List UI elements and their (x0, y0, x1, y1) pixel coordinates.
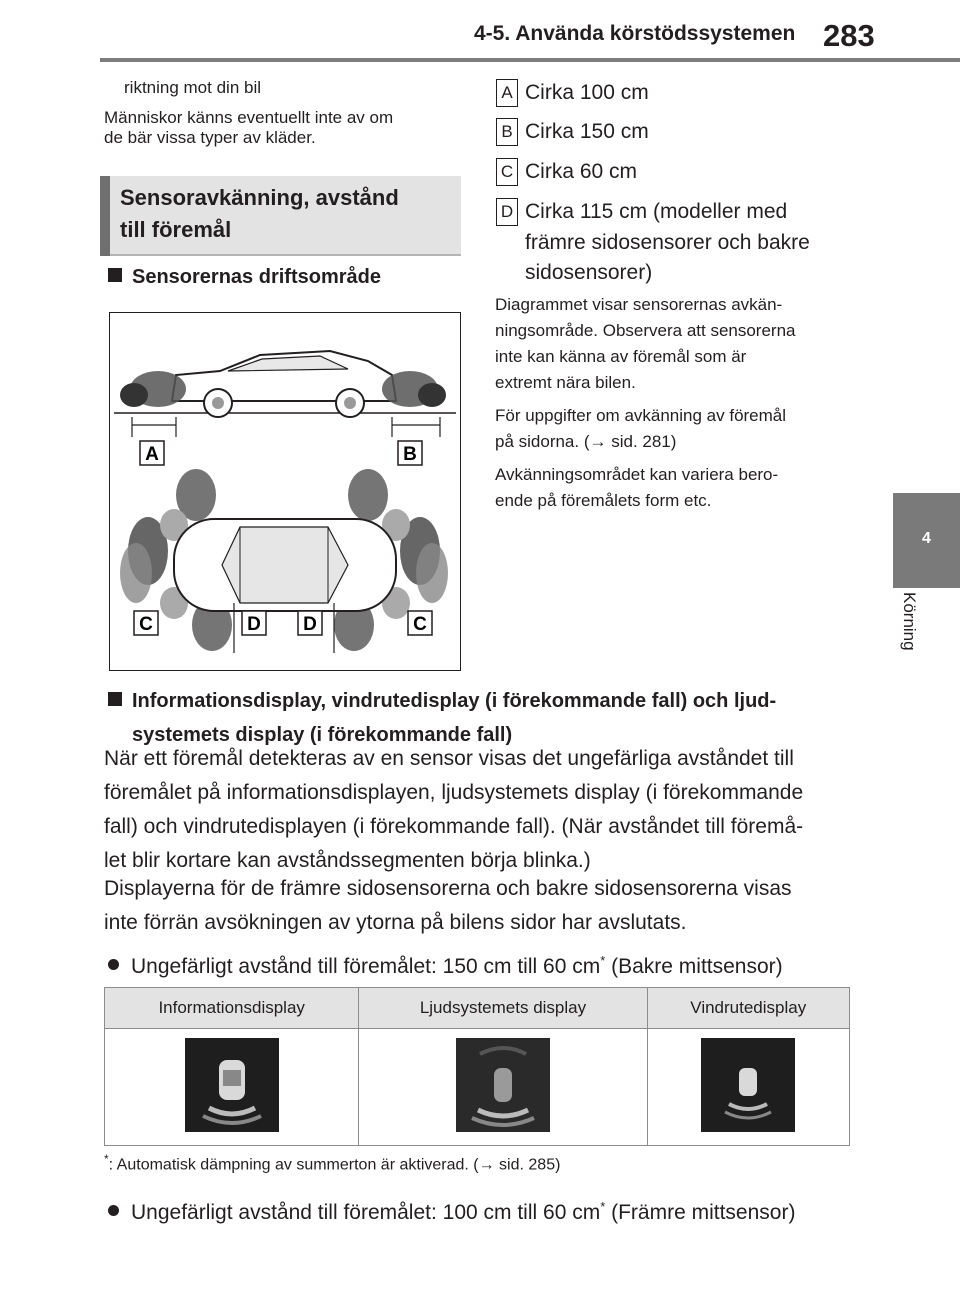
paragraph-2-line-1: Displayerna för de främre sidosensorerna och bakre sidosensorerna visas (104, 877, 792, 900)
chapter-title: 4-5. Använda körstödssystemen (474, 22, 796, 45)
subheading-range (108, 266, 381, 289)
diagram-label-c-right-text: C (413, 614, 427, 635)
audio-display-screen-icon (456, 1038, 550, 1132)
footnote (104, 1152, 560, 1174)
header-rule (100, 58, 960, 62)
intro-line-1: riktning mot din bil (124, 78, 262, 97)
diagram-label-c-left-text: C (139, 614, 153, 635)
legend-text-b: Cirka 150 cm (525, 120, 649, 143)
section-heading (120, 182, 450, 246)
square-bullet-icon (108, 268, 122, 282)
sensor-range-diagram (109, 312, 461, 671)
legend-text-d: Cirka 115 cm (modeller med (525, 200, 788, 223)
table-header-windshield-display: Vindrutedisplay (647, 988, 849, 1029)
legend-text-c: Cirka 60 cm (525, 160, 638, 183)
display-table (104, 987, 850, 1146)
page-number: 283 (823, 18, 875, 53)
subheading-display-line-1: Informationsdisplay, vindrutedisplay (i förekommande fall) och ljud- (132, 690, 777, 712)
section-heading-line-1: Sensoravkänning, avstånd (120, 185, 399, 210)
paragraph-2-line-2: inte förrän avsökningen av ytorna på bilens sidor har avslutats. (104, 911, 687, 934)
note-1-line-1: Diagrammet visar sensorernas avkän- (495, 295, 783, 314)
table-row (105, 1029, 850, 1146)
note-3 (495, 462, 778, 514)
paragraph-1-line-3: fall) och vindrutedisplayen (i förekommande fall). (När avståndet till föremå- (104, 815, 804, 838)
diagram-label-b-text: B (403, 444, 417, 465)
bullet-front-sensor-tail: (Främre mittsensor) (605, 1201, 796, 1224)
bullet-front-sensor (108, 1190, 878, 1230)
info-display-screen-icon (185, 1038, 279, 1132)
paragraph-1 (104, 742, 874, 878)
table-header-row (105, 988, 850, 1029)
section-heading-bar (100, 176, 110, 256)
note-3-line-1: Avkänningsområdet kan variera bero- (495, 465, 779, 484)
bullet-rear-sensor-sup: * (600, 953, 606, 968)
diagram-label-d-right-text: D (303, 614, 317, 635)
paragraph-1-line-2: föremålet på informationsdisplayen, ljudsystemets display (i förekommande (104, 781, 804, 804)
note-2-line-1: För uppgifter om avkänning av föremål (495, 406, 787, 425)
info-display-cell (105, 1029, 359, 1146)
windshield-display-cell (647, 1029, 849, 1146)
diagram-label-a-text: A (145, 444, 159, 465)
car-top-view (120, 469, 448, 653)
legend-key-d: D (496, 198, 518, 226)
diagram-label-c-left (134, 611, 158, 635)
diagram-label-d-left (242, 611, 266, 635)
paragraph-2 (104, 872, 874, 940)
intro-line-2: Människor känns eventuellt inte av om (104, 108, 394, 127)
diagram-label-c-right (408, 611, 432, 635)
note-1-line-4: extremt nära bilen. (495, 373, 636, 392)
note-1 (495, 292, 796, 396)
chapter-tab-label: Körning (900, 592, 919, 651)
bullet-rear-sensor-text: Ungefärligt avstånd till föremålet: 150 cm till 60 cm (131, 955, 601, 978)
paragraph-1-line-1: När ett föremål detekteras av en sensor visas det ungefärliga avståndet till (104, 747, 794, 770)
legend-text-d-line-2: främre sidosensorer och bakre (525, 231, 810, 254)
diagram-label-d-right (298, 611, 322, 635)
diagram-label-d-left-text: D (247, 614, 261, 635)
diagram-label-b (398, 441, 422, 465)
note-1-line-2: ningsområde. Observera att sensorerna (495, 321, 796, 340)
table-header-audio-display: Ljudsystemets display (359, 988, 647, 1029)
intro-line-3: de bär vissa typer av kläder. (104, 128, 316, 147)
note-1-line-3: inte kan känna av föremål som är (495, 347, 747, 366)
footnote-text: : Automatisk dämpning av summerton är aktiverad. (→ sid. 285) (108, 1156, 561, 1174)
car-side-view (114, 351, 456, 437)
footnote-mark: * (104, 1152, 109, 1166)
bullet-rear-sensor (108, 944, 878, 984)
paragraph-1-line-4: let blir kortare kan avståndssegmenten börja blinka.) (104, 849, 591, 872)
table-header-info-display: Informationsdisplay (105, 988, 359, 1029)
chapter-tab-number: 4 (922, 530, 931, 547)
subheading-display-line-2: systemets display (i förekommande fall) (132, 724, 513, 746)
bullet-dot-icon (108, 959, 119, 970)
note-3-line-2: ende på föremålets form etc. (495, 491, 712, 510)
bullet-dot-icon (108, 1205, 119, 1216)
legend-text-a: Cirka 100 cm (525, 81, 649, 104)
bullet-front-sensor-sup: * (600, 1199, 606, 1214)
section-heading-line-2: till föremål (120, 217, 232, 242)
note-2-line-2: på sidorna. (→ sid. 281) (495, 432, 677, 451)
bullet-front-sensor-text: Ungefärligt avstånd till föremålet: 100 cm till 60 cm (131, 1201, 601, 1224)
subheading-range-text: Sensorernas driftsområde (132, 266, 381, 288)
audio-display-cell (359, 1029, 647, 1146)
legend-key-b: B (496, 118, 518, 146)
square-bullet-icon (108, 692, 122, 706)
note-2 (495, 403, 786, 455)
diagram-label-a (140, 441, 164, 465)
bullet-rear-sensor-tail: (Bakre mittsensor) (605, 955, 783, 978)
legend-key-a: A (496, 79, 518, 107)
sensor-diagram-svg (110, 313, 460, 670)
legend-key-c: C (496, 158, 518, 186)
windshield-display-screen-icon (701, 1038, 795, 1132)
legend-text-d-line-3: sidosensorer) (525, 261, 653, 284)
